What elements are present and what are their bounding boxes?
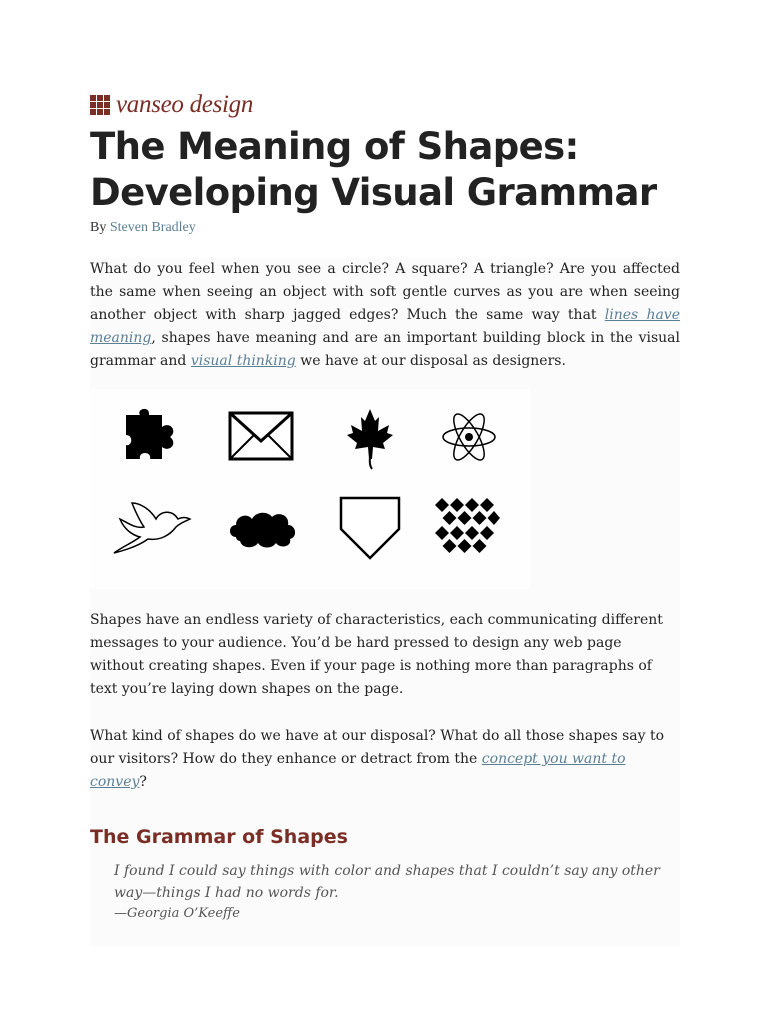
quote-line-1: I found I could say things with color and shapes that I couldn’t say any other [114,863,660,879]
byline [90,220,680,236]
blockquote [114,860,680,924]
intro-paragraph: What do you feel when you see a circle? A square? A triangle? Are you affected the same when seeing an object with soft gentle curves as you are when seeing another object with sharp jagged edges? Much the same way that lines have meaning, shapes have meaning and are an important building block in the visual grammar and visual thinking we have at our disposal as designers. [90,261,681,369]
site-logo[interactable] [90,88,680,122]
home-plate-icon [338,495,402,561]
article-page [90,88,680,946]
envelope-icon [228,411,294,461]
logo-grid-icon [90,95,110,115]
page-title [90,124,680,216]
title-line-1: The Meaning of Shapes: [90,125,579,168]
article-content [90,258,680,946]
section-heading: The Grammar of Shapes [90,826,348,848]
visual-thinking-link[interactable]: visual thinking [190,353,296,369]
shapes-illustration [90,389,530,589]
concept-link[interactable]: concept you want to convey [90,751,626,790]
atom-icon [440,405,498,469]
logo-text: vanseo design [116,91,254,118]
quote-line-2: way—things I had no words for. [114,885,339,901]
questions-paragraph: What kind of shapes do we have at our disposal? What do all those shapes say to our visitors? How do they enhance or detract from the concept you want to convey? [90,728,665,790]
quote-citation: —Georgia O’Keeffe [114,906,240,921]
puzzle-piece-icon [122,407,184,463]
maple-leaf-icon [345,407,395,471]
byline-prefix: By [90,220,107,235]
dove-icon [110,499,192,557]
author-link[interactable]: Steven Bradley [109,220,196,235]
cloud-icon [226,507,298,551]
title-line-2: Developing Visual Grammar [90,171,657,214]
lines-have-meaning-link[interactable]: lines have meaning [90,307,681,346]
diamond-pattern-icon [434,497,500,555]
characteristics-paragraph: Shapes have an endless variety of characteristics, each communicating different messages to your audience. You’d be hard pressed to design any web page without creating shapes. Even if your page is nothing more than paragraphs of text you’re laying down shapes on the page. [90,612,663,697]
